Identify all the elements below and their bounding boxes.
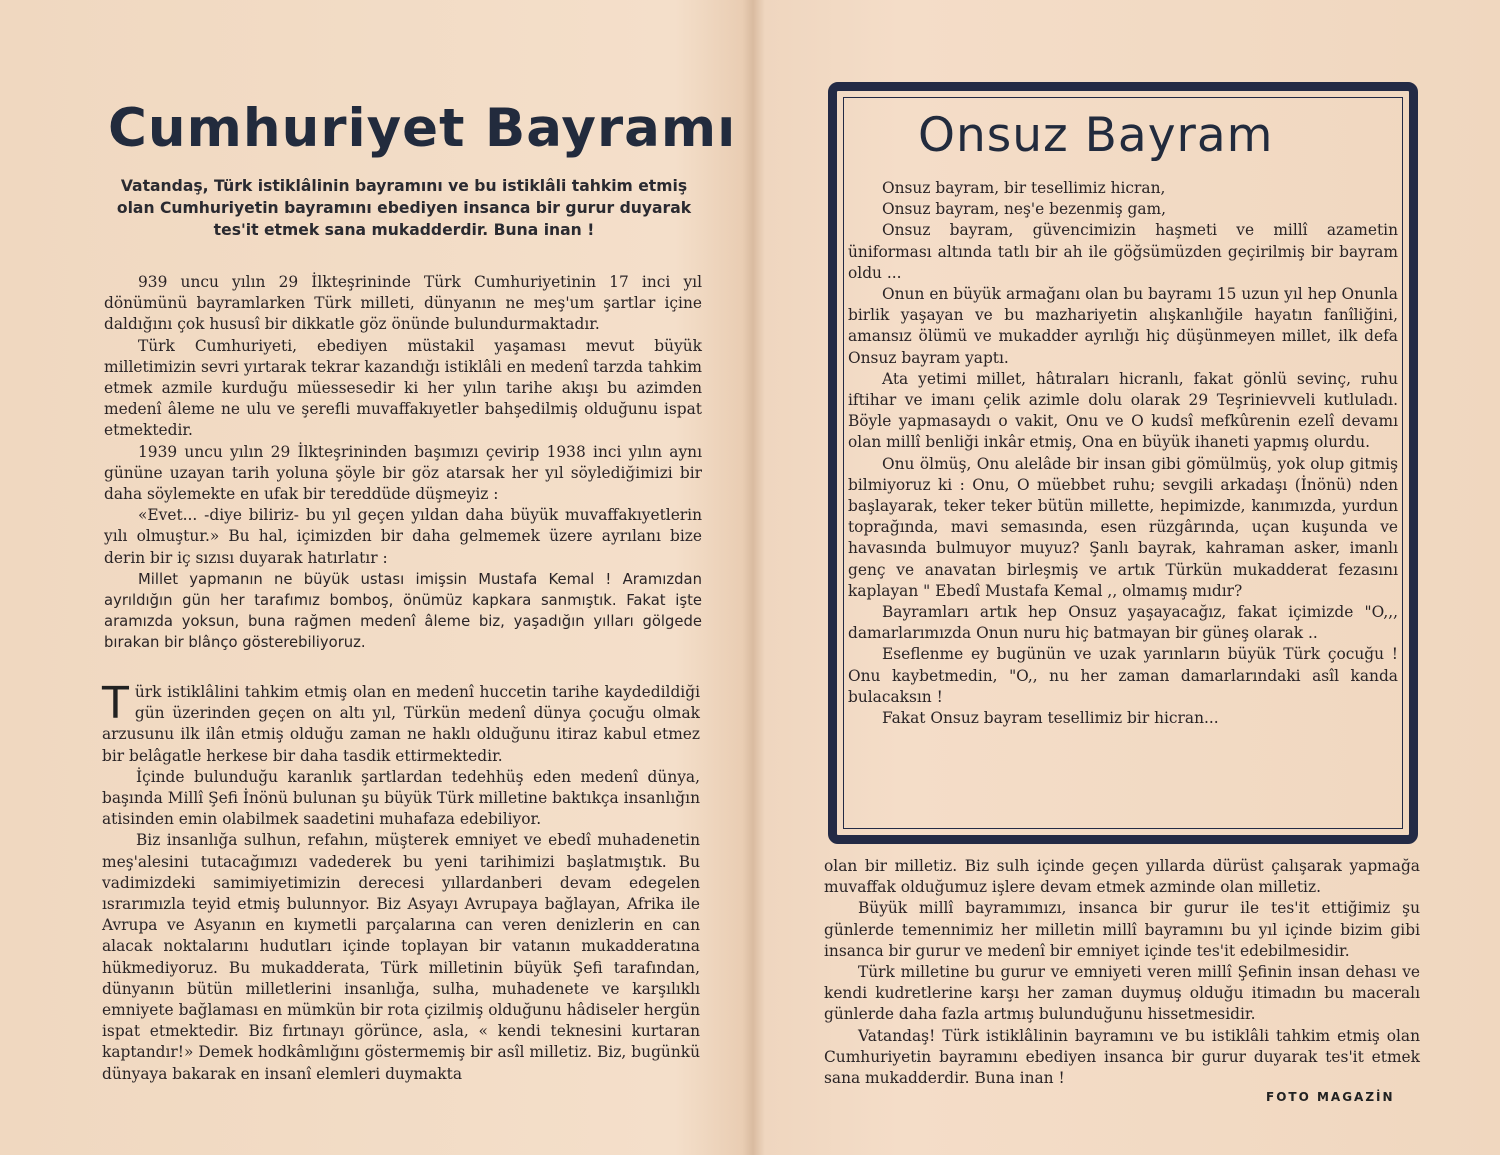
left-page-lead: Vatandaş, Türk istiklâlinin bayramını ve bu istiklâli tahkim etmiş olan Cumhuriyetin bayramını ebediyen insanca bir gurur duyarak tes'it etmek sana mukadderdir. Buna inan ! — [116, 177, 692, 239]
paragraph: Onsuz bayram, neş'e bezenmiş gam, — [882, 200, 1167, 219]
paragraph: Millet yapmanın ne büyük ustası imişsin Mustafa Kemal ! Aramızdan ayrıldığın gün her tarafımız bomboş, önümüz kapkara sanmıştık. Fakat işte aramızda yoksun, buna rağmen medenî âleme biz, yaşadığın yılları gölgede bırakan bir blânço gösterebiliyoruz. — [104, 570, 702, 652]
signature: FOTO MAGAZİN — [1266, 1090, 1395, 1104]
paragraph: Türk Cumhuriyeti, ebediyen müstakil yaşaması mevut büyük milletimizin sevri yırtarak tekrar kazandığı istiklâli en medenî tarzda tahkim etmek azmile kurduğu müessesedir ki her yılın tarihe akışı bu azimden medenî âleme ne ulu ve şerefli muvaffakıyetler bahşedilmiş olduğunu ispat etmektedir. — [104, 336, 702, 440]
paragraph: Fakat Onsuz bayram tesellimiz bir hicran... — [882, 709, 1219, 728]
drop-cap: T — [102, 678, 129, 729]
paragraph: «Evet... -diye biliriz- bu yıl geçen yıldan daha büyük muvaffakıyetlerin yılı olmuştur.» Bu hal, içimizden bir daha gelmemek üzere ayrılanı bize derin bir iç sızısı duyarak hatırlatır : — [104, 506, 702, 567]
paragraph: Türk milletine bu gurur ve emniyeti veren millî Şefinin insan dehası ve kendi kudretlerine karşı her zaman duymuş olduğu itimadın bu maceralı günlerde daha fazla artmış bulunduğunu hissetmesidir. — [824, 963, 1420, 1024]
paragraph-text: ürk istiklâlini tahkim etmiş olan en medenî huccetin tarihe kaydedildiği gün üzerinden geçen on altı yıl, Türkün medenî dünya çocuğu olmak arzusunu ilk ilân etmiş olduğu zaman ne haklı olduğunu itiraz kabul etmez bir belâgatle herkese bir daha tasdik ettirmektedir. — [102, 683, 700, 765]
paragraph: Biz insanlığa sulhun, refahın, müşterek emniyet ve ebedî muhadenetin meş'alesini tutacağımızı vadederek bu yeni tarihimizi başlatmıştık. Bu vadimizdeki samimiyetimizin derecesi yıllardanberi devam edegelen ısrarımızla teyid etmiş bulunnyor. Biz Asyayı Avrupaya bağlayan, Afrika ile Avrupa ve Asyanın en kıymetli parçalarına can veren denizlerin en can alacak noktalarını hudutları içinde toplayan bir vatanın mukadderatına hükmediyoruz. Bu mukadderata, Türk milletinin büyük Şefi tarafından, dünyanın bütün milletlerini insanlığa, sulha, muhadenete ve karşılıklı emniyete bağlaması en mümkün bir rota çizilmiş olduğunu hâdiseler hergün ispat etmektedir. Biz fırtınayı görünce, asla, « kendi teknesini kurtaran kaptandır!» Demek hodkâmlığını göstermemiş bir asîl milletiz. Biz, bugünkü dünyaya bakarak en insanî elemleri duymakta — [102, 831, 700, 1083]
paragraph: Büyük millî bayramımızı, insanca bir gurur ile tes'it ettiğimiz şu günlerde temennimiz her milletin millî bayramını bu yıl içinde bizim gibi insanca bir gurur ve medenî bir emniyet içinde tes'it edebilmesidir. — [824, 899, 1420, 960]
paragraph: Ata yetimi millet, hâtıraları hicranlı, fakat gönlü sevinç, ruhu iftihar ve imanı çelik azimle dolu olarak 29 Teşrinievveli kutluladı. Böyle yapmasaydı o vakit, Onu ve O kudsî mefkûrenin ezelî devamı olan millî benliği inkâr etmiş, Ona en büyük ihaneti yapmış olurdu. — [848, 369, 1398, 452]
paragraph: Onu ölmüş, Onu alelâde bir insan gibi gömülmüş, yok olup gitmiş bilmiyoruz ki : Onu, O müebbet ruhu; sevgili arkadaşı (İnönü) nden başlayarak, teker teker bütün millette, hepimizde, kanımızda, yurdun toprağında, mavi semasında, esen rüzgârında, uçan kuşunda ve havasında bulmuyor muyuz? Şanlı bayrak, kahraman asker, imanlı genç ve anavatan birleşmiş ve artık Türkün mukadderat fezasını kaplayan " Ebedî Mustafa Kemal ,, olmamış mıdır? — [848, 454, 1398, 600]
paragraph: Onsuz bayram, güvencimizin haşmeti ve millî azametin üniforması altında tatlı bir ah ile göğsümüzden geçirilmiş bir bayram oldu ... — [848, 221, 1398, 282]
paragraph: İçinde bulunduğu karanlık şartlardan tedehhüş eden medenî dünya, başında Millî Şefi İnönü bulunan şu büyük Türk milletine baktıkça insanlığın atisinden emin olabilmek saadetini muhafaza edebiliyor. — [102, 767, 700, 829]
right-continuation — [824, 856, 1420, 1089]
paragraph: olan bir milletiz. Biz sulh içinde geçen yıllarda dürüst çalışarak yapmağa muvaffak olduğumuz işlere devam etmek azminde olan milletiz. — [824, 857, 1420, 897]
left-section-2 — [102, 678, 700, 1085]
right-page-title: Onsuz Bayram — [918, 108, 1274, 163]
left-page-title: Cumhuriyet Bayramı — [108, 98, 737, 159]
paragraph: 1939 uncu yılın 29 İlkteşrininden başımızı çevirip 1938 inci yılın aynı gününe uzayan tarih yoluna şöyle bir göz atarsak her yıl söylediğimizi bir daha söylemekte en ufak bir tereddüde düşmeyiz : — [104, 442, 702, 504]
paragraph: Bayramları artık hep Onsuz yaşayacağız, fakat içimizde "O,,, damarlarımızda Onun nuru hiç batmayan bir güneş olarak .. — [848, 603, 1398, 643]
paragraph: Vatandaş! Türk istiklâlinin bayramını ve bu istiklâli tahkim etmiş olan Cumhuriyetin bayramını ebediyen insanca bir gurur duyarak tes'it etmek sana mukadderdir. Buna inan ! — [824, 1026, 1420, 1088]
boxed-text — [848, 178, 1398, 729]
paragraph: 939 uncu yılın 29 İlkteşrininde Türk Cumhuriyetinin 17 inci yıl dönümünü bayramlarken Türk milleti, dünyanın ne meş'um şartlar içine daldığını çok hususî bir dikkatle göz önünde bulundurmaktadır. — [104, 273, 702, 334]
paragraph: Eseflenme ey bugünün ve uzak yarınların büyük Türk çocuğu ! Onu kaybetmedin, "O,, nu her zaman damarlarındaki asîl kanda bulacaksın ! — [848, 645, 1398, 706]
paragraph — [102, 678, 700, 767]
left-section-1 — [104, 272, 702, 654]
paragraph: Onsuz bayram, bir tesellimiz hicran, — [882, 179, 1166, 197]
paragraph: Onun en büyük armağanı olan bu bayramı 15 uzun yıl hep Onunla birlik yaşayan ve bu mazhariyetin alışkanlığile hayatın fanîliğini, amansız ölümü ve mukadder ayrılığı hiç düşünmeyen millet, ilk defa Onsuz bayram yaptı. — [848, 285, 1398, 367]
